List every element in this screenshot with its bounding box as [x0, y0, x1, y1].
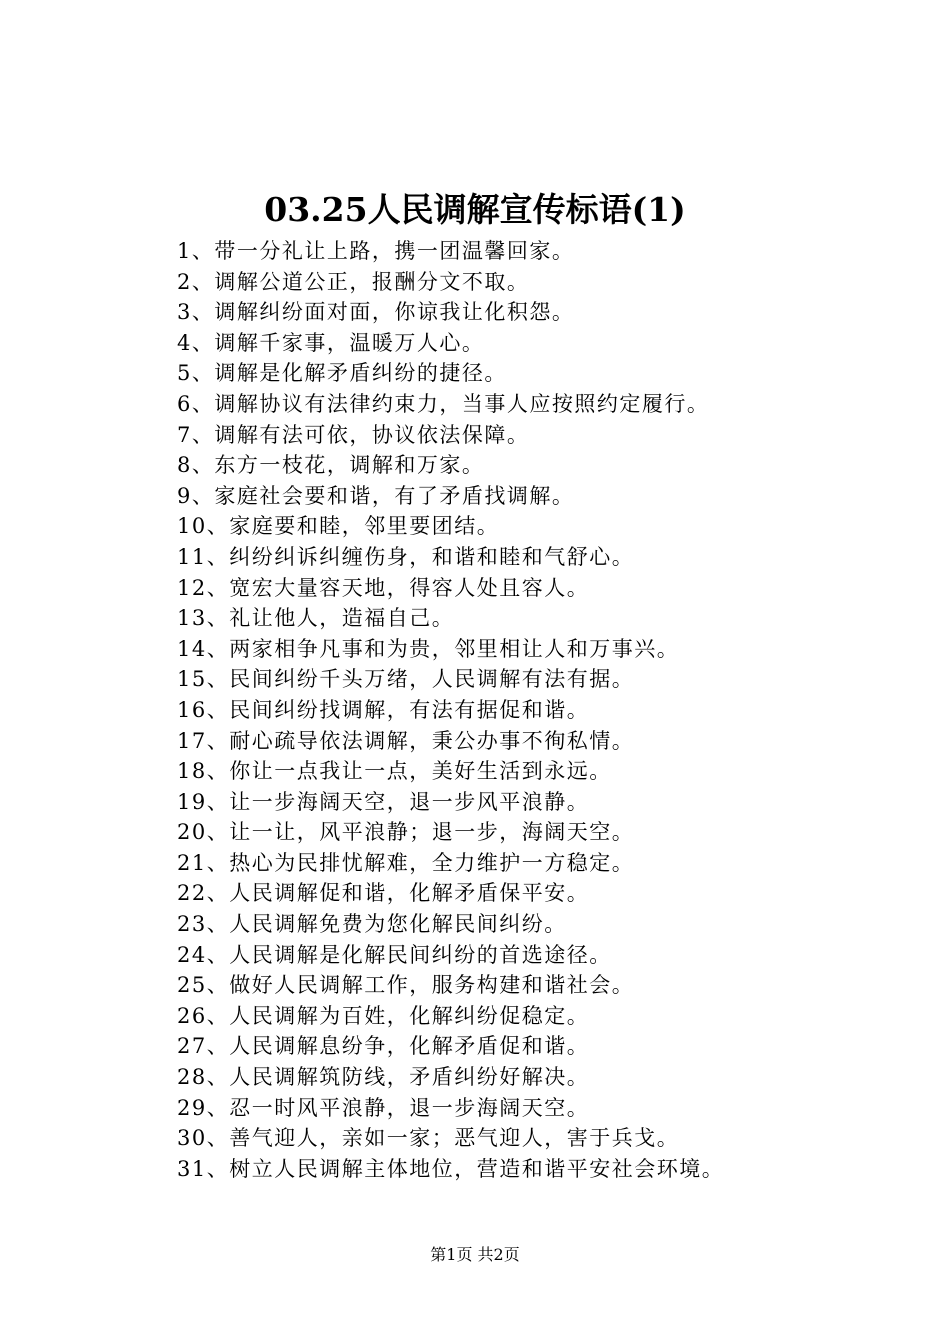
list-item: 5、调解是化解矛盾纠纷的捷径。 — [177, 361, 507, 386]
list-item: 8、东方一枝花，调解和万家。 — [177, 453, 485, 478]
list-item: 9、家庭社会要和谐，有了矛盾找调解。 — [177, 483, 575, 508]
list-item: 3、调解纠纷面对面，你谅我让化积怨。 — [177, 300, 575, 325]
list-item: 15、民间纠纷千头万绪，人民调解有法有据。 — [177, 667, 635, 692]
list-item: 29、忍一时风平浪静，退一步海阔天空。 — [177, 1095, 590, 1120]
list-item: 22、人民调解促和谐，化解矛盾保平安。 — [177, 881, 590, 906]
list-item: 7、调解有法可依，协议依法保障。 — [177, 422, 530, 447]
list-item: 10、家庭要和睦，邻里要团结。 — [177, 514, 500, 539]
list-item: 1、带一分礼让上路，携一团温馨回家。 — [177, 239, 575, 263]
list-item: 23、人民调解免费为您化解民间纠纷。 — [177, 912, 567, 937]
list-item: 18、你让一点我让一点，美好生活到永远。 — [177, 759, 612, 784]
list-item: 6、调解协议有法律约束力，当事人应按照约定履行。 — [177, 391, 710, 416]
list-item: 2、调解公道公正，报酬分文不取。 — [177, 269, 530, 294]
slogan-list — [177, 236, 917, 1184]
list-item: 14、两家相争凡事和为贵，邻里相让人和万事兴。 — [177, 636, 680, 661]
page-footer: 第1页 共2页 — [430, 1245, 520, 1264]
list-item: 31、树立人民调解主体地位，营造和谐平安社会环境。 — [177, 1156, 725, 1181]
list-item: 27、人民调解息纷争，化解矛盾促和谐。 — [177, 1034, 590, 1059]
list-item: 30、善气迎人，亲如一家；恶气迎人，害于兵戈。 — [177, 1126, 680, 1151]
document-title: 03.25人民调解宣传标语(1) — [264, 190, 686, 229]
list-item: 4、调解千家事，温暖万人心。 — [177, 330, 485, 355]
list-item: 20、让一让，风平浪静；退一步，海阔天空。 — [177, 820, 635, 845]
list-item: 16、民间纠纷找调解，有法有据促和谐。 — [177, 697, 590, 722]
list-item: 13、礼让他人，造福自己。 — [177, 606, 455, 631]
list-item: 21、热心为民排忧解难，全力维护一方稳定。 — [177, 850, 635, 875]
list-item: 11、纠纷纠诉纠缠伤身，和谐和睦和气舒心。 — [177, 544, 635, 569]
list-item: 25、做好人民调解工作，服务构建和谐社会。 — [177, 973, 635, 998]
list-item: 12、宽宏大量容天地，得容人处且容人。 — [177, 575, 590, 600]
list-item: 17、耐心疏导依法调解，秉公办事不徇私情。 — [177, 728, 635, 753]
list-item: 24、人民调解是化解民间纠纷的首选途径。 — [177, 942, 612, 967]
list-item: 26、人民调解为百姓，化解纠纷促稳定。 — [177, 1003, 590, 1028]
list-item: 28、人民调解筑防线，矛盾纠纷好解决。 — [177, 1065, 590, 1090]
list-item: 19、让一步海阔天空，退一步风平浪静。 — [177, 789, 590, 814]
